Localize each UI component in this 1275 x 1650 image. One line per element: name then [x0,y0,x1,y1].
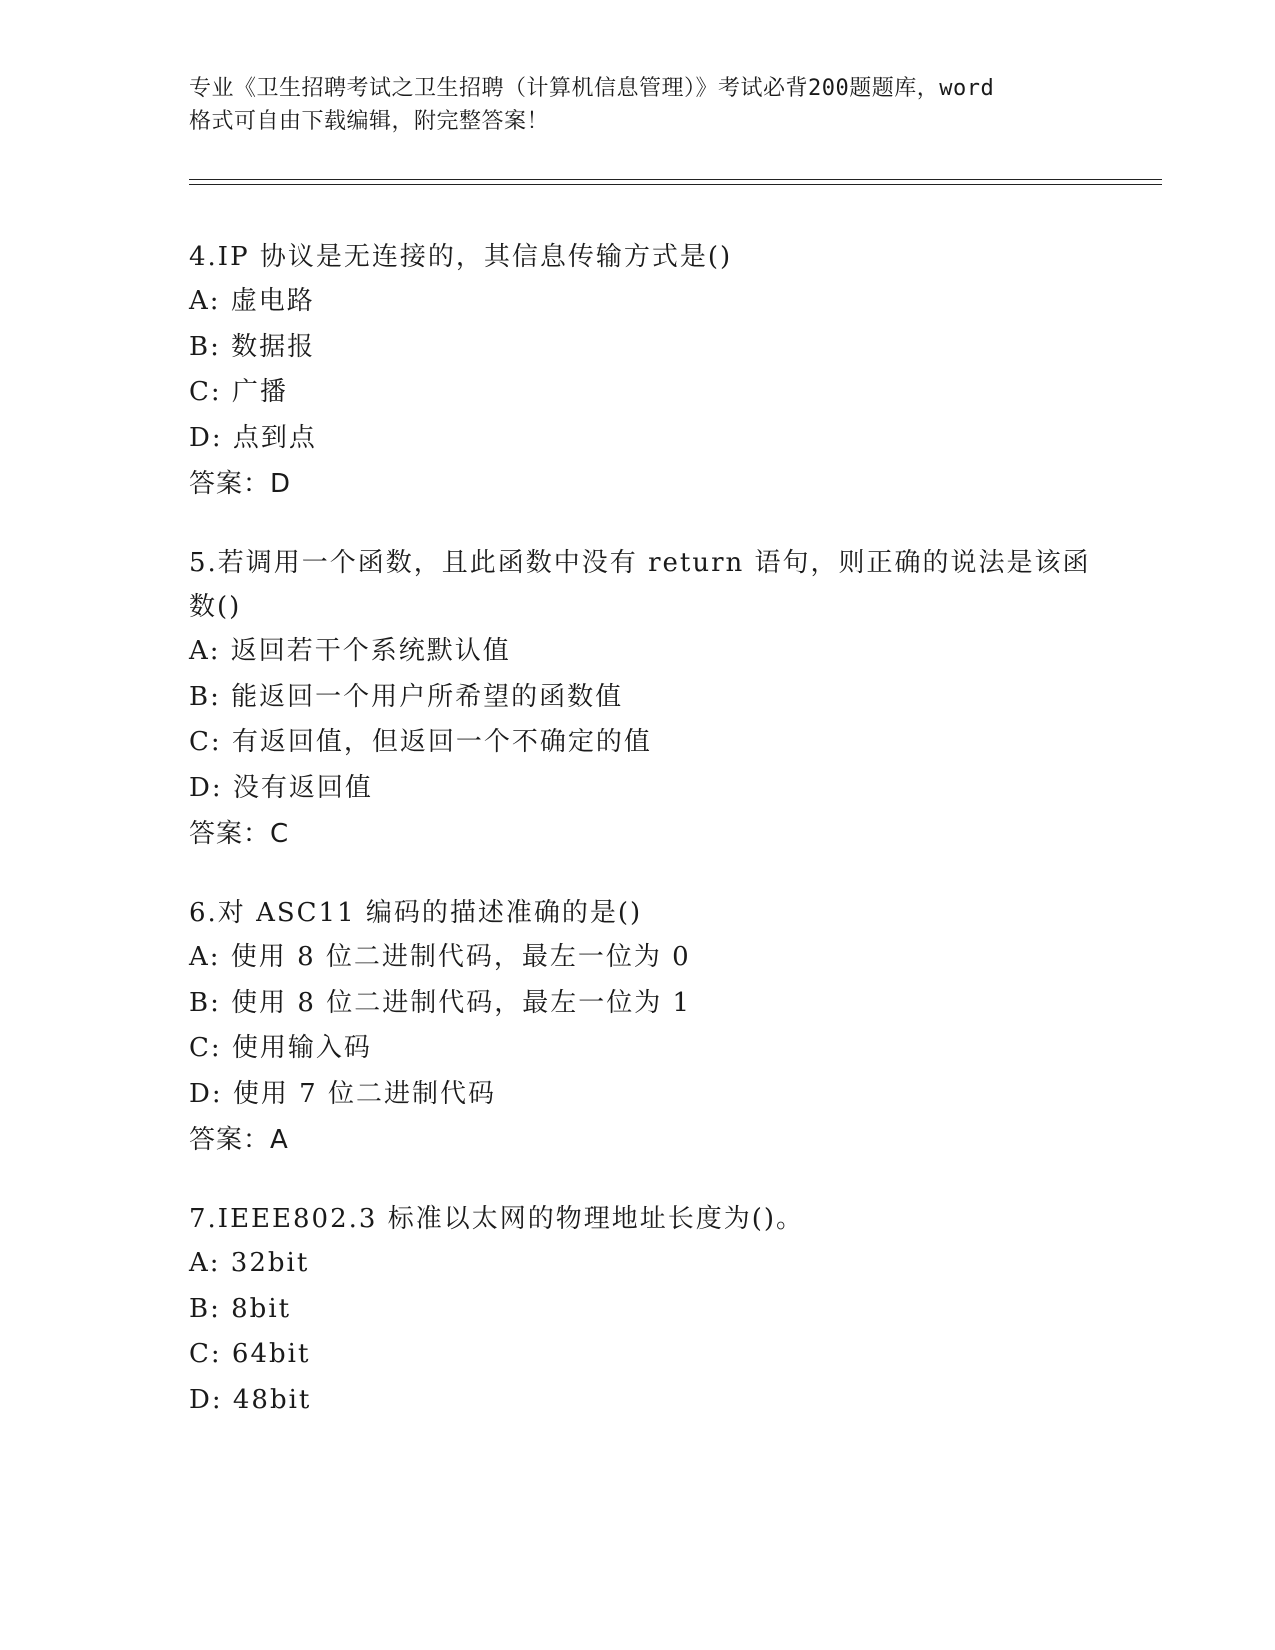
header-title-line-1: 专业《卫生招聘考试之卫生招聘（计算机信息管理）》考试必背200题题库，word [189,76,995,101]
document-header [189,72,1089,138]
option-c: C: 使用输入码 [189,1033,372,1063]
question-stem: 4.IP 协议是无连接的，其信息传输方式是() [189,242,733,272]
option-a: A: 虚电路 [189,286,315,316]
option-b: B: 数据报 [189,331,316,362]
header-divider-top [189,179,1162,180]
option-b: B: 使用 8 位二进制代码，最左一位为 1 [189,987,692,1018]
option-b: B: 能返回一个用户所希望的函数值 [189,681,624,712]
question-6 [189,891,1109,1163]
option-d: D: 48bit [189,1384,312,1415]
option-a: A: 32bit [189,1248,310,1278]
question-stem: 5.若调用一个函数，且此函数中没有 return 语句，则正确的说法是该函数() [189,548,1091,622]
option-b: B: 8bit [189,1293,292,1324]
option-d: D: 点到点 [189,422,317,453]
option-d: D: 使用 7 位二进制代码 [189,1078,496,1109]
option-c: C: 有返回值，但返回一个不确定的值 [189,727,652,757]
header-divider-bottom [189,184,1162,185]
question-7 [189,1197,1109,1423]
option-a: A: 使用 8 位二进制代码，最左一位为 0 [189,942,691,972]
question-5 [189,541,1109,857]
answer-line: 答案：C [189,819,290,849]
header-title-line-2: 格式可自由下载编辑，附完整答案！ [189,109,550,134]
option-c: C: 广播 [189,377,288,407]
question-stem: 7.IEEE802.3 标准以太网的物理地址长度为()。 [189,1204,805,1234]
answer-line: 答案：A [189,1125,289,1155]
option-d: D: 没有返回值 [189,772,373,803]
question-stem: 6.对 ASC11 编码的描述准确的是() [189,898,643,928]
question-4 [189,235,1109,507]
option-a: A: 返回若干个系统默认值 [189,636,511,666]
question-list [189,235,1109,1457]
option-c: C: 64bit [189,1339,311,1369]
answer-line: 答案：D [189,469,292,499]
